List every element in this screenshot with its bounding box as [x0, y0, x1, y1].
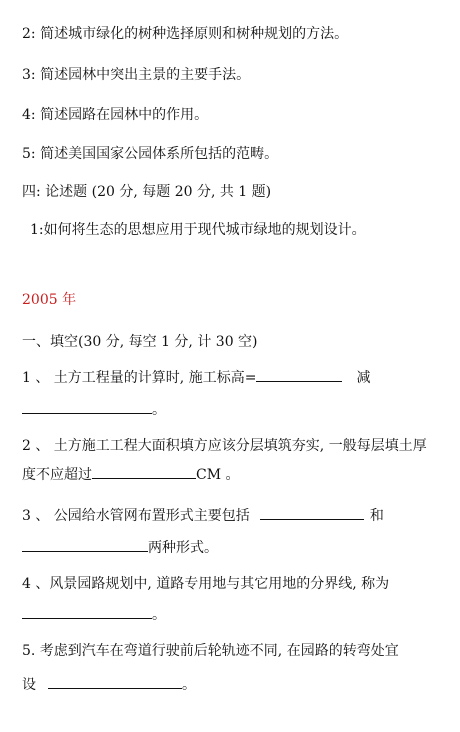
fill-question-4-line-2 — [22, 605, 166, 625]
answer-blank — [22, 539, 148, 552]
fill-question-1-line-1 — [22, 368, 370, 388]
fill-question-4-line-1: 4 、风景园路规划中, 道路专用地与其它用地的分界线, 称为 — [22, 576, 390, 592]
fill-question-1-text: 1 、 土方工程量的计算时, 施工标高= — [22, 370, 257, 386]
fill-question-1-end: 。 — [152, 402, 166, 418]
question-3-text: 3: 简述园林中突出主景的主要手法。 — [22, 67, 251, 83]
fill-question-2-line-2 — [22, 465, 240, 485]
answer-blank — [260, 507, 364, 520]
fill-question-3-end: 两种形式。 — [148, 540, 218, 556]
year-heading: 2005 年 — [22, 292, 77, 308]
fill-question-5-line-2 — [22, 675, 196, 695]
question-2-text: 2: 简述城市绿化的树种选择原则和树种规划的方法。 — [22, 26, 349, 42]
fill-question-4-end: 。 — [152, 607, 166, 623]
fill-question-3-line-2 — [22, 538, 218, 558]
fill-question-3-connector: 和 — [369, 508, 384, 524]
section-one-title: 一、填空(30 分, 每空 1 分, 计 30 空) — [22, 334, 258, 350]
section-four-title: 四: 论述题 (20 分, 每题 20 分, 共 1 题) — [22, 184, 272, 200]
question-4-text: 4: 简述园路在园林中的作用。 — [22, 107, 209, 123]
fill-question-5-text: 设 — [22, 677, 36, 693]
fill-question-2-unit: CM 。 — [196, 467, 240, 483]
answer-blank — [22, 606, 152, 619]
fill-question-5-line-1: 5. 考虑到汽车在弯道行驶前后轮轨迹不同, 在园路的转弯处宜 — [22, 643, 399, 659]
question-5-text: 5: 简述美国国家公园体系所包括的范畴。 — [22, 146, 279, 162]
fill-question-5-end: 。 — [182, 677, 196, 693]
essay-question-1: 1:如何将生态的思想应用于现代城市绿地的规划设计。 — [30, 222, 366, 238]
answer-blank — [92, 466, 196, 479]
answer-blank — [22, 401, 152, 414]
fill-question-3-line-1 — [22, 506, 384, 526]
answer-blank — [48, 676, 182, 689]
answer-blank — [256, 369, 342, 382]
fill-question-3-text: 3 、 公园给水管网布置形式主要包括 — [22, 508, 250, 524]
fill-question-2-text: 度不应超过 — [22, 467, 92, 483]
fill-question-1-line-2 — [22, 400, 166, 420]
fill-question-1-connector: 减 — [356, 370, 371, 386]
fill-question-2-line-1: 2 、 土方施工工程大面积填方应该分层填筑夯实, 一般每层填土厚 — [22, 438, 427, 454]
